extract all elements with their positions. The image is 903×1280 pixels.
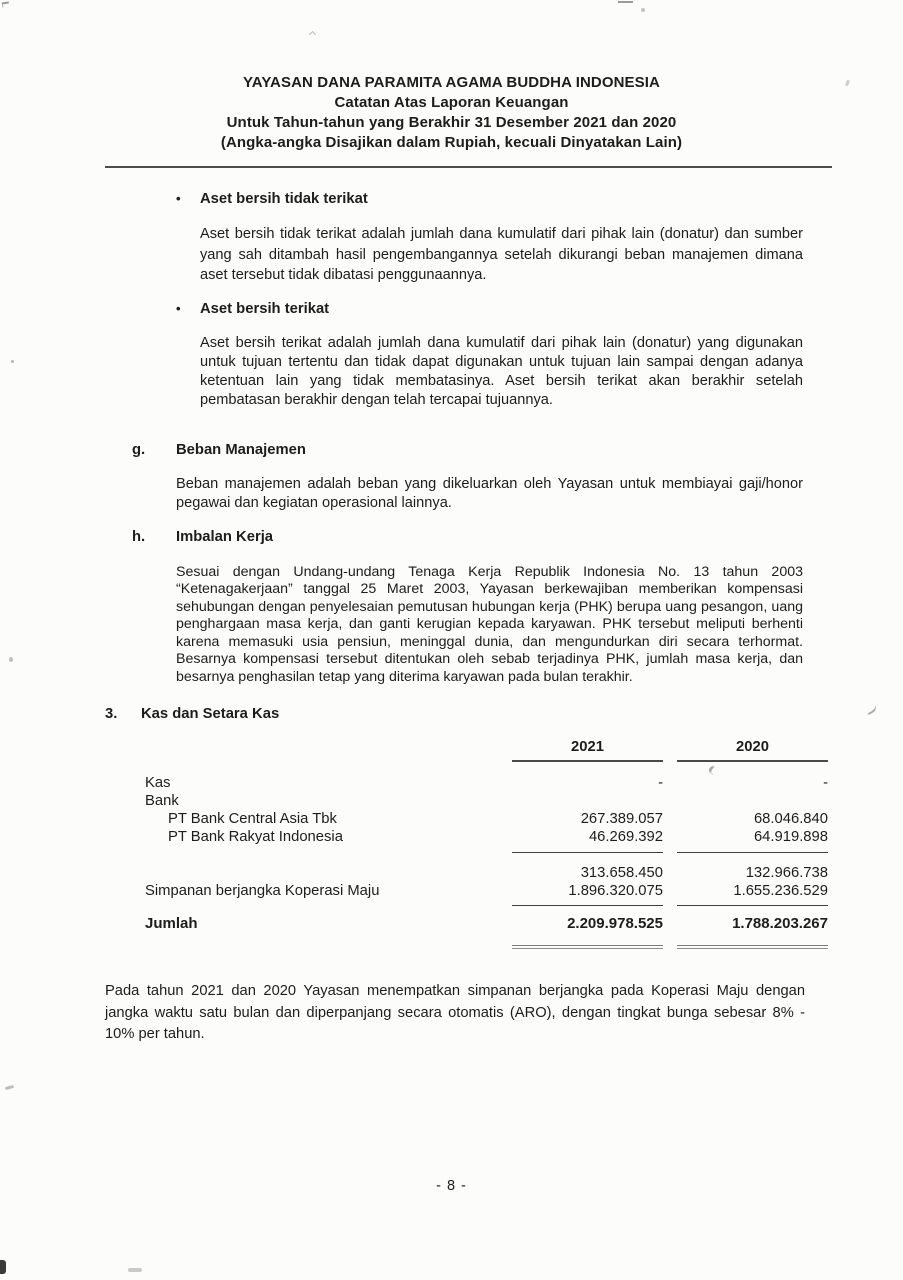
section-paragraph: Sesuai dengan Undang-undang Tenaga Kerja Republik Indonesia No. 13 tahun 2003 “Ketenagakerjaan” tanggal 25 Maret 2003, Yayasan berkewajiban memberikan kompensasi sehubungan dengan penyelesaian pemutusan hubungan kerja (PHK) berupa uang pesangon, uang penghargaan masa kerja, dan ganti kerugian kepada karyawan. PHK tersebut meliputi berhenti karena memasuki usia pensiun, meninggal dunia, dan mengundurkan diri secara terhormat. Besarnya kompensasi tersebut ditentukan oleh sebab terjadinya PHK, jumlah masa kerja, dan besarnya penghasilan tetap yang diterima karyawan pada bulan terakhir. bbox=[176, 563, 803, 686]
deposit-note-paragraph: Pada tahun 2021 dan 2020 Yayasan menempatkan simpanan berjangka pada Koperasi Maju dengan jangka waktu satu bulan dan diperpanjang secara otomatis (ARO), dengan tingkat bunga sebesar 8% - 10% per tahun. bbox=[105, 983, 805, 1043]
bullet-item-aset-tidak-terikat bbox=[176, 189, 803, 286]
scan-speck bbox=[11, 360, 14, 363]
table-row-bank-bri bbox=[145, 828, 828, 846]
table-row-bank-bca bbox=[145, 810, 828, 828]
row-label: PT Bank Central Asia Tbk bbox=[168, 810, 337, 827]
header-divider bbox=[105, 166, 832, 168]
value-2020: 68.046.840 bbox=[753, 810, 828, 827]
header-org-name: YAYASAN DANA PARAMITA AGAMA BUDDHA INDONESIA bbox=[243, 74, 660, 91]
table-row-bank bbox=[145, 792, 828, 810]
value-2020: 1.788.203.267 bbox=[732, 914, 828, 932]
value-2020: 64.919.898 bbox=[753, 828, 828, 845]
table-row-kas bbox=[145, 774, 828, 792]
value-2021: 2.209.978.525 bbox=[567, 914, 663, 932]
row-label: PT Bank Rakyat Indonesia bbox=[168, 828, 343, 845]
note-title: Kas dan Setara Kas bbox=[141, 705, 280, 722]
header-report-title: Catatan Atas Laporan Keuangan bbox=[334, 94, 569, 111]
scan-speck bbox=[5, 1085, 14, 1090]
bullet-paragraph: Aset bersih terikat adalah jumlah dana kumulatif dari pihak lain (donatur) yang digunakan untuk tujuan tertentu dan tidak dapat digunakan untuk tujuan lain sampai dengan adanya ketentuan lain yang tidak membatasinya. Aset bersih terikat akan berakhir setelah pembatasan berakhir dengan telah tercapai tujuannya. bbox=[200, 334, 803, 408]
section-h-imbalan-kerja bbox=[132, 527, 803, 687]
section-title: Beban Manajemen bbox=[176, 441, 306, 458]
value-2021: 313.658.450 bbox=[580, 864, 663, 881]
bullet-title: Aset bersih terikat bbox=[200, 300, 330, 317]
value-2021: 267.389.057 bbox=[580, 810, 663, 827]
note-number: 3. bbox=[105, 705, 118, 722]
section-paragraph: Beban manajemen adalah beban yang dikeluarkan oleh Yayasan untuk membiayai gaji/honor pegawai dan kegiatan operasional lainnya. bbox=[176, 475, 803, 511]
row-label: Jumlah bbox=[145, 914, 198, 932]
value-2020: 1.655.236.529 bbox=[733, 882, 828, 899]
bullet-title: Aset bersih tidak terikat bbox=[200, 191, 368, 207]
value-2020: - bbox=[823, 774, 828, 791]
row-label: Bank bbox=[145, 792, 179, 809]
page-number: - 8 - bbox=[436, 1178, 467, 1194]
scan-speck bbox=[0, 1260, 6, 1274]
value-2021: 1.896.320.075 bbox=[568, 882, 663, 899]
year-column-header-2020: 2020 bbox=[677, 738, 828, 762]
scan-speck bbox=[128, 1268, 142, 1272]
value-2021: 46.269.392 bbox=[588, 828, 663, 845]
table-row-simpanan-berjangka bbox=[145, 882, 828, 900]
section-letter: h. bbox=[132, 528, 146, 545]
year-column-header-2021: 2021 bbox=[512, 738, 663, 762]
section-g-beban-manajemen bbox=[132, 440, 803, 513]
table-row-jumlah bbox=[145, 915, 828, 933]
bullet-item-aset-terikat bbox=[176, 299, 803, 410]
row-label: Kas bbox=[145, 774, 171, 791]
cash-and-equivalents-table bbox=[145, 738, 828, 950]
table-row-bank-subtotal bbox=[145, 864, 828, 882]
value-2021: - bbox=[658, 774, 663, 791]
table-header-row bbox=[145, 738, 828, 762]
row-label: Simpanan berjangka Koperasi Maju bbox=[145, 882, 380, 899]
bullet-icon: • bbox=[176, 300, 181, 316]
document-header bbox=[0, 0, 903, 153]
value-2020: 132.966.738 bbox=[745, 864, 828, 881]
header-period-line: Untuk Tahun-tahun yang Berakhir 31 Desember 2021 dan 2020 bbox=[226, 114, 677, 131]
scan-speck bbox=[9, 657, 13, 662]
bullet-paragraph: Aset bersih tidak terikat adalah jumlah dana kumulatif dari pihak lain (donatur) dan sumber yang sah ditambah hasil pengembangannya setelah dikurangi beban manajemen dimana aset tersebut tidak dibatasi penggunaannya. bbox=[200, 226, 803, 283]
table-double-underline bbox=[145, 945, 828, 950]
bullet-icon: • bbox=[176, 191, 181, 206]
note-3-heading bbox=[105, 704, 903, 724]
section-title: Imbalan Kerja bbox=[176, 528, 274, 545]
header-currency-note: (Angka-angka Disajikan dalam Rupiah, kecuali Dinyatakan Lain) bbox=[220, 134, 683, 151]
section-letter: g. bbox=[132, 441, 146, 458]
